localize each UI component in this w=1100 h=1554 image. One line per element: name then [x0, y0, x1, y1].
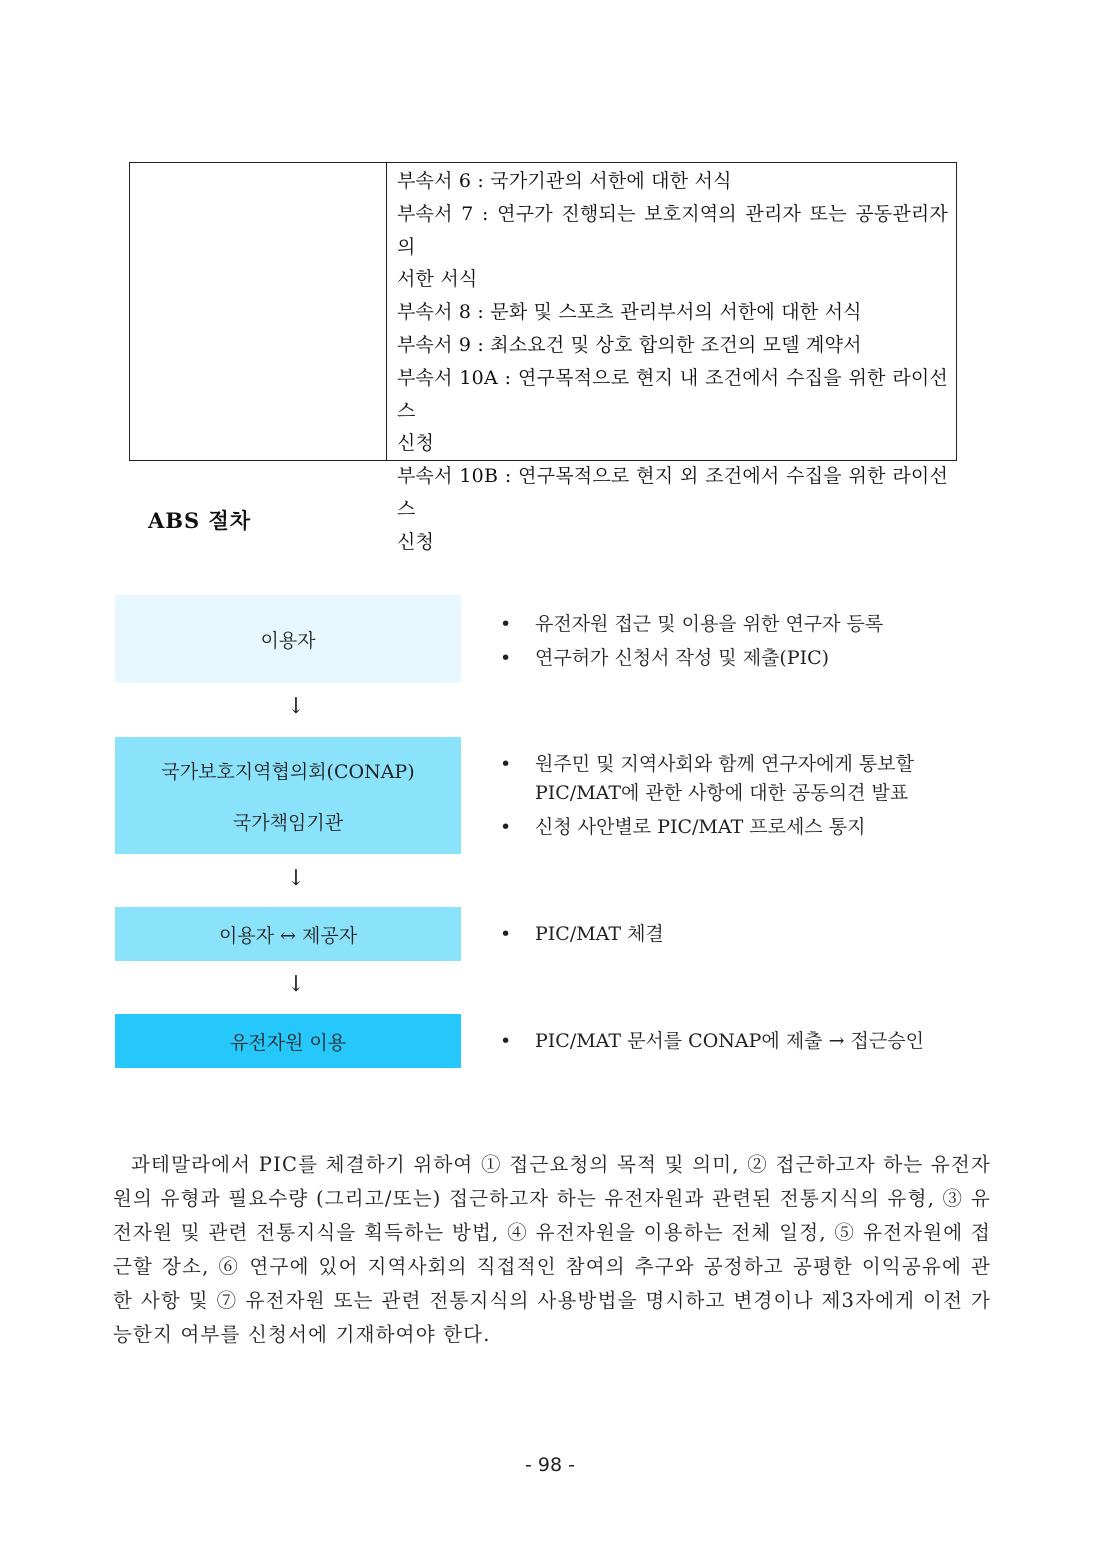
down-arrow-icon: ↓: [286, 866, 306, 891]
flow-box-exchange: [115, 907, 461, 961]
annex-line: 부속서 6 : 국가기관의 서한에 대한 서식: [397, 170, 732, 192]
flow-bullets-user: [498, 609, 883, 677]
annex-table-right-cell: [387, 163, 956, 553]
annex-line: 부속서 9 : 최소요건 및 상호 합의한 조건의 모델 계약서: [397, 333, 862, 356]
annex-line: 부속서 10A : 연구목적으로 현지 내 조건에서 수집을 위한 라이선스: [397, 366, 948, 422]
flow-bullets-exchange: [498, 919, 664, 953]
flow-box-label: 국가보호지역협의회(CONAP): [161, 760, 415, 783]
flow-box-user: [115, 595, 461, 683]
body-paragraph-block: [113, 1148, 991, 1352]
flow-bullet: • 유전자원 접근 및 이용을 위한 연구자 등록: [498, 609, 883, 639]
flow-bullet: • PIC/MAT 문서를 CONAP에 제출 → 접근승인: [498, 1026, 924, 1056]
page-number: - 98 -: [525, 1454, 575, 1476]
annex-line: 부속서 10B : 연구목적으로 현지 외 조건에서 수집을 위한 라이선스: [397, 465, 948, 520]
body-paragraph: 과테말라에서 PIC를 체결하기 위하여 ① 접근요청의 목적 및 의미, ② 접근하고자 하는 유전자원의 유형과 필요수량 (그리고/또는) 접근하고자 하는 유전자원과 관련된 전통지식의 유형, ③ 유전자원 및 관련 전통지식을 획득하는 방법, ④ 유전자원을 이용하는 전체 일정, ⑤ 유전자원에 접근할 장소, ⑥ 연구에 있어 지역사회의 직접적인 참여의 추구와 공정하고 공평한 이익공유에 관한 사항 및 ⑦ 유전자원 또는 관련 전통지식의 사용방법을 명시하고 변경이나 제3자에게 이전 가능한지 여부를 신청서에 기재하여야 한다.: [113, 1153, 991, 1346]
flow-bullet: • 신청 사안별로 PIC/MAT 프로세스 통지: [498, 812, 938, 842]
annex-line: 부속서 7 : 연구가 진행되는 보호지역의 관리자 또는 공동관리자의: [397, 202, 948, 258]
flow-bullet: • 연구허가 신청서 작성 및 제출(PIC): [498, 643, 883, 673]
flow-bullets-use: [498, 1026, 924, 1060]
down-arrow-icon: ↓: [286, 972, 306, 997]
flow-box-label: 이용자 ↔ 제공자: [218, 924, 358, 947]
annex-line: 부속서 8 : 문화 및 스포츠 관리부서의 서한에 대한 서식: [397, 301, 862, 324]
flow-bullets-conap: [498, 750, 938, 846]
flow-box-label: 이용자: [260, 629, 316, 652]
down-arrow-icon: ↓: [286, 694, 306, 719]
flow-box-label: 국가책임기관: [232, 811, 344, 834]
flow-box-use: [115, 1014, 461, 1068]
flow-box-conap: [115, 737, 461, 854]
annex-line: 신청: [397, 530, 435, 553]
section-heading: ABS 절차: [148, 508, 252, 533]
annex-table-left-cell: [130, 163, 387, 460]
flow-box-label: 유전자원 이용: [229, 1031, 347, 1054]
annex-line: 신청: [397, 432, 435, 455]
flow-bullet: • PIC/MAT 체결: [498, 919, 664, 949]
annex-line: 서한 서식: [397, 268, 478, 291]
flow-bullet: • 원주민 및 지역사회와 함께 연구자에게 통보할 PIC/MAT에 관한 사항에 대한 공동의견 발표: [498, 750, 938, 808]
